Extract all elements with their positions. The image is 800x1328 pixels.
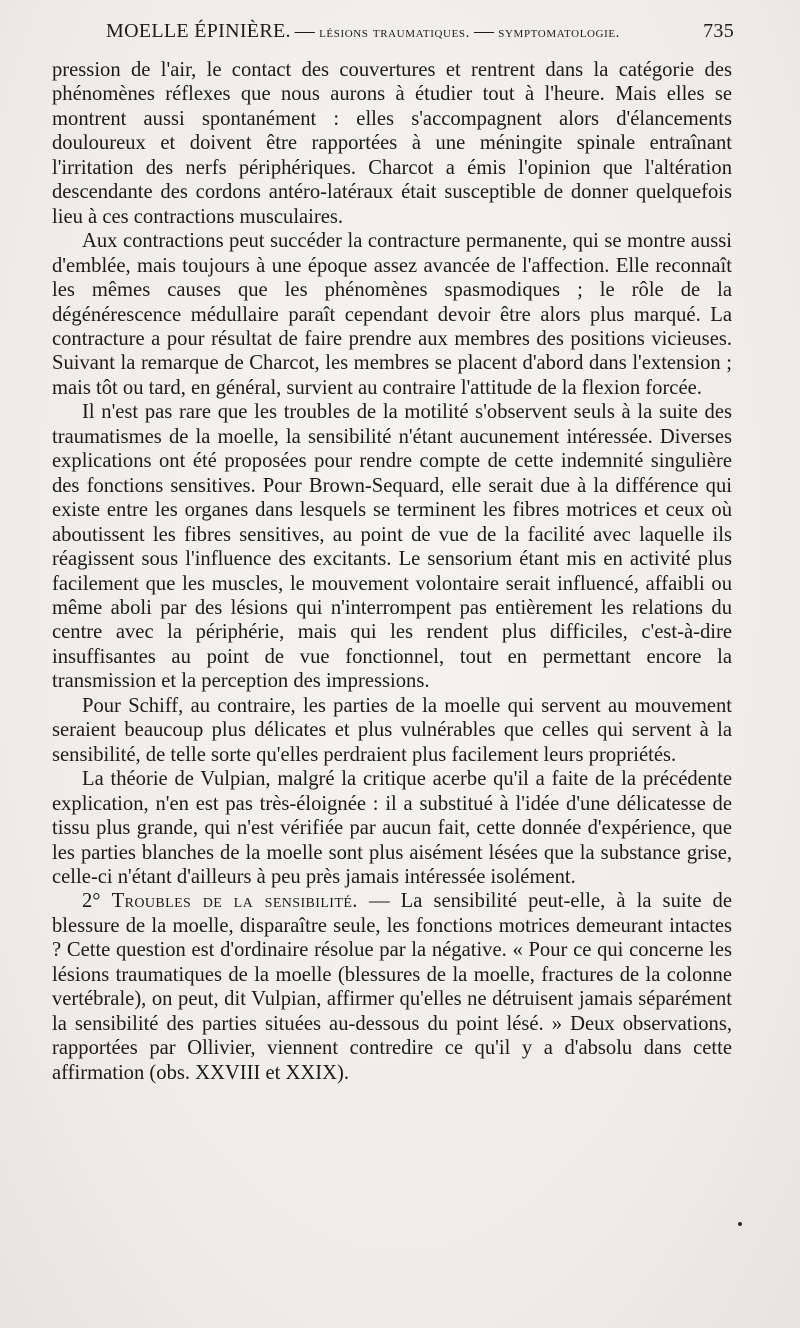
paragraph-3: Il n'est pas rare que les troubles de la motilité s'observent seuls à la suite des traumatismes de la moelle, la sensibilité n'étant aucunement intéressée. Diverses explications ont été proposées pour rendre compte de cette indemnité singulière des fonctions sensitives. Pour Brown-Sequard, elle serait due à la différence qui existe entre les organes dans lesquels se terminent les fibres motrices et ceux où aboutissent les fibres sensitives, au point de vue de la facilité avec laquelle ils réagissent sous l'influence des excitants. Le sensorium étant mis en activité plus facilement que les muscles, le mouvement volontaire serait influencé, affaibli ou même aboli par des lésions qui n'interrompent pas entièrement les relations du centre avec la périphérie, mais qui les rendent plus difficiles, c'est-à-dire insuffisantes au point de vue fonctionnel, tout en permettant encore la transmission et la perception des impressions. <box>52 401 732 693</box>
section-text: — La sensibilité peut-elle, à la suite de blessure de la moelle, disparaître seule, les fonctions motrices demeurant intactes ? Cette question est d'ordinaire résolue par la négative. « Pour ce qui concerne les lésions traumatiques de la moelle (blessures de la moelle, fractures de la colonne vertébrale), on peut, dit Vulpian, affirmer qu'elles ne détruisent jamais séparément la sensibilité des parties situées au-dessous du point lésé. » Deux observations, rapportées par Ollivier, viennent contredire ce qu'il y a d'absolu dans cette affirmation (obs. XXVIII et XXIX). <box>52 890 732 1084</box>
running-header <box>106 20 734 50</box>
body-text <box>52 58 732 1085</box>
header-part-2: lésions traumatiques. <box>319 25 470 41</box>
section-paragraph <box>52 889 732 1085</box>
paragraph-2: Aux contractions peut succéder la contracture permanente, qui se montre aussi d'emblée, mais toujours à une époque assez avancée de l'affection. Elle reconnaît les mêmes causes que les phénomènes spasmodiques ; le rôle de la dégénérescence médullaire paraît cependant devoir être alors plus marqué. La contracture a pour résultat de faire prendre aux membres des positions vicieuses. Suivant la remarque de Charcot, les membres se placent d'abord dans l'extension ; mais tôt ou tard, en général, survient au contraire l'attitude de la flexion forcée. <box>52 230 732 399</box>
header-separator-2: — <box>473 20 495 42</box>
paragraph-1: pression de l'air, le contact des couvertures et rentrent dans la catégorie des phénomènes réflexes que nous aurons à étudier tout à l'heure. Mais elles se montrent aussi spontanément : elles s'accompagnent alors d'élancements douloureux et doivent être rapportées à une méningite spinale entraînant l'irritation des nerfs périphériques. Charcot a émis l'opinion que l'altération descendante des cordons antéro-latéraux était susceptible de donner quelquefois lieu à ces contractions musculaires. <box>52 59 732 228</box>
header-part-1: MOELLE ÉPINIÈRE. <box>106 20 291 42</box>
page-number: 735 <box>703 20 734 42</box>
print-speck <box>738 1222 742 1226</box>
section-heading: Troubles de la sensibilité. <box>111 890 358 913</box>
header-part-3: symptomatologie. <box>498 25 621 41</box>
header-separator-1: — <box>294 20 316 42</box>
paragraph-4: Pour Schiff, au contraire, les parties de la moelle qui servent au mouvement seraient beaucoup plus délicates et plus vulnérables que celles qui servent à la sensibilité, de telle sorte qu'elles perdraient plus facilement leurs propriétés. <box>52 694 732 766</box>
paragraph-5: La théorie de Vulpian, malgré la critique acerbe qu'il a faite de la précédente explication, n'en est pas très-éloignée : il a substitué à l'idée d'une délicatesse de tissu plus grande, qui n'est vérifiée par aucun fait, cette donnée d'expérience, que les parties blanches de la moelle sont plus aisément lésées que la substance grise, celle-ci n'étant d'ailleurs à peu près jamais intéressée isolément. <box>52 768 732 888</box>
section-number: 2° <box>82 890 101 913</box>
running-title <box>106 20 620 43</box>
